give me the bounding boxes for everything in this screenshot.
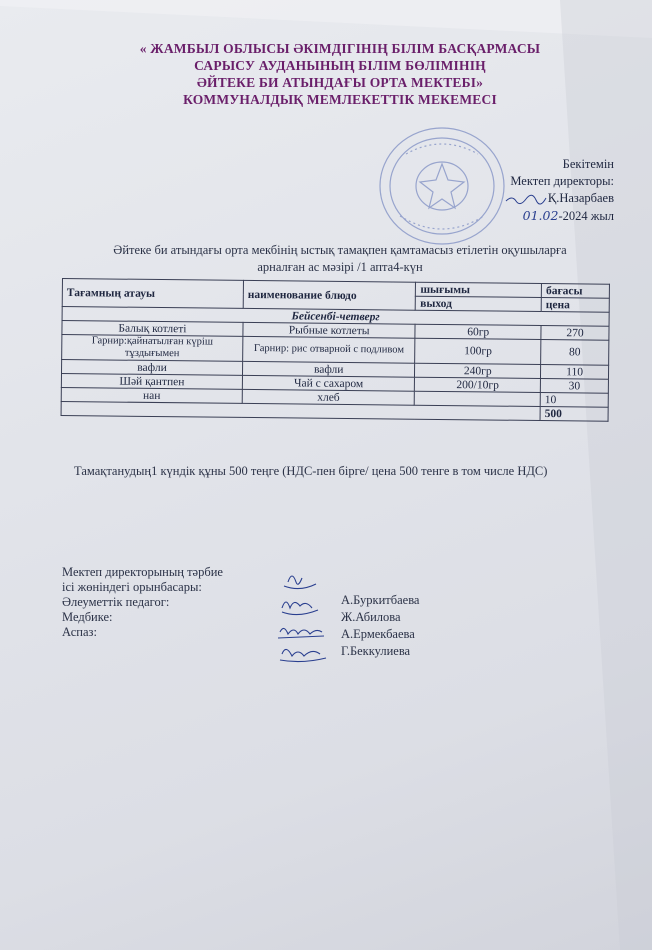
dish-kz: нан bbox=[61, 387, 242, 403]
name-nurse: А.Ермекбаева bbox=[341, 627, 415, 641]
dish-kz: Шәй қантпен bbox=[61, 374, 242, 390]
dish-price: 10 bbox=[540, 393, 608, 408]
total-price: 500 bbox=[540, 407, 608, 422]
school-header bbox=[90, 40, 590, 108]
dish-ru: Чай с сахаром bbox=[242, 375, 415, 391]
header-price-kz: бағасы bbox=[541, 284, 609, 299]
description-line-1: Әйтеке би атындағы орта мекбінің ыстық тамақпен қамтамасыз етілетін оқушыларға bbox=[113, 243, 567, 257]
official-stamp bbox=[376, 124, 508, 248]
header-line-3: ӘЙТЕКЕ БИ АТЫНДАҒЫ ОРТА МЕКТЕБІ» bbox=[196, 75, 484, 90]
header-line-1: « ЖАМБЫЛ ОБЛЫСЫ ӘКІМДІГІНІҢ БІЛІМ БАСҚАРМАСЫ bbox=[139, 41, 541, 56]
approval-block bbox=[504, 156, 614, 225]
label-deputy-line-2: ісі жөніндегі орынбасары: bbox=[62, 580, 202, 594]
dish-kz: вафли bbox=[61, 360, 242, 376]
header-price-ru: цена bbox=[541, 298, 609, 313]
dish-price: 110 bbox=[541, 365, 609, 380]
header-line-2: САРЫСУ АУДАНЫНЫҢ БІЛІМ БӨЛІМІНІҢ bbox=[194, 58, 486, 73]
dish-yield: 240гр bbox=[415, 363, 541, 378]
name-social-pedagogue: Ж.Абилова bbox=[341, 610, 401, 624]
header-line-4: КОММУНАЛДЫҚ МЕМЛЕКЕТТІК МЕКЕМЕСІ bbox=[183, 92, 497, 107]
dish-yield: 200/10гр bbox=[415, 377, 541, 392]
menu-table bbox=[61, 278, 610, 422]
approval-year: -2024 жыл bbox=[558, 209, 614, 223]
approval-position: Мектеп директоры: bbox=[510, 174, 614, 188]
approval-director bbox=[504, 190, 614, 207]
dish-price: 30 bbox=[540, 379, 608, 394]
dish-ru: хлеб bbox=[242, 389, 415, 405]
day-label: Бейсенбі-четверг bbox=[62, 307, 609, 327]
dish-kz: Балық котлеті bbox=[62, 321, 243, 337]
name-deputy: А.Буркитбаева bbox=[341, 593, 420, 607]
dish-ru: Рыбные котлеты bbox=[243, 322, 416, 338]
director-signature bbox=[504, 193, 548, 205]
director-name: Қ.Назарбаев bbox=[547, 191, 614, 205]
menu-description bbox=[60, 242, 620, 276]
header-yield-ru: выход bbox=[416, 296, 542, 311]
dish-yield: 60гр bbox=[415, 324, 541, 339]
description-line-2: арналған ас мәзірі /1 апта4-күн bbox=[257, 260, 423, 274]
label-social-pedagogue: Әлеуметтік педагог: bbox=[62, 595, 170, 609]
approval-title: Бекітемін bbox=[562, 157, 614, 171]
handwritten-date: 01.02 bbox=[522, 208, 559, 223]
label-deputy-line-1: Мектеп директорының тәрбие bbox=[62, 565, 223, 579]
dish-price: 80 bbox=[541, 340, 609, 366]
name-cook: Г.Беккулиева bbox=[341, 644, 411, 658]
signature-names bbox=[341, 592, 420, 660]
header-name-ru: наименование блюдо bbox=[243, 280, 416, 310]
dish-ru: Гарнир: рис отварной с подливом bbox=[243, 336, 416, 363]
daily-cost-note: Тамақтанудың1 күндік құны 500 теңге (НДС-пен бірге/ цена 500 тенге в том числе НДС) bbox=[74, 464, 548, 478]
header-yield-kz: шығымы bbox=[416, 282, 542, 297]
dish-kz: Гарнир:қайнатылған күріш тұздығымен bbox=[62, 335, 243, 362]
dish-ru: вафли bbox=[242, 361, 415, 377]
handwritten-signatures bbox=[272, 568, 342, 668]
signature-labels bbox=[62, 565, 223, 640]
header-name-kz: Тағамның атауы bbox=[62, 279, 243, 309]
dish-price: 270 bbox=[541, 326, 609, 341]
label-cook: Аспаз: bbox=[62, 625, 97, 639]
dish-yield: 100гр bbox=[415, 338, 541, 364]
label-nurse: Медбике: bbox=[62, 610, 113, 624]
dish-yield bbox=[415, 391, 541, 406]
approval-date bbox=[504, 207, 614, 225]
